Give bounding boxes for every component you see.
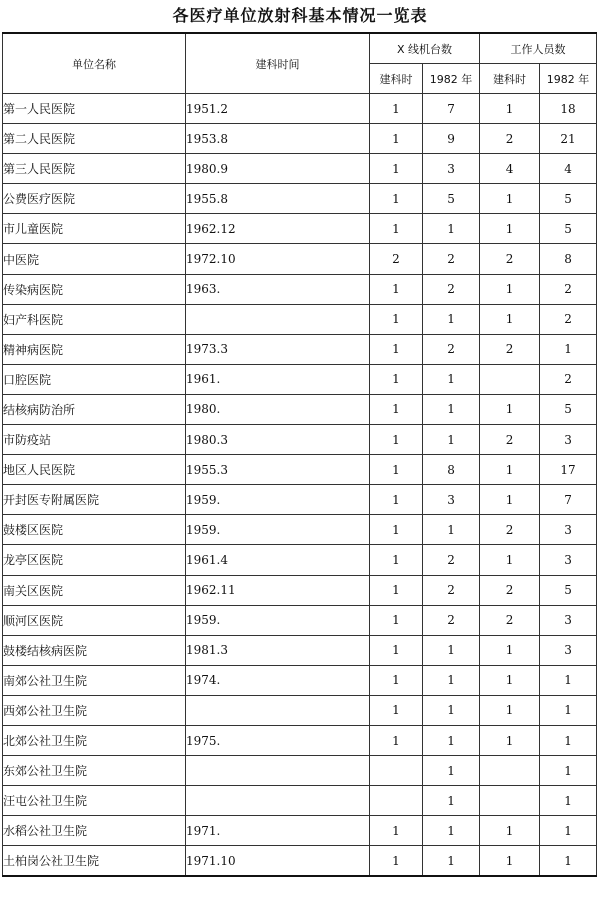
cell-xray-1982: 1 [423,394,480,424]
cell-built-time: 1961.4 [186,545,370,575]
cell-staff-at-build: 1 [480,846,540,877]
cell-xray-at-build: 1 [370,635,423,665]
table-row [3,184,597,214]
cell-unit-name: 顺河区医院 [3,605,186,635]
table-body [3,94,597,877]
cell-xray-at-build: 1 [370,846,423,877]
cell-xray-at-build: 1 [370,695,423,725]
cell-xray-at-build: 1 [370,394,423,424]
cell-unit-name: 公费医疗医院 [3,184,186,214]
cell-built-time: 1961. [186,364,370,394]
cell-xray-1982: 1 [423,665,480,695]
cell-unit-name: 市防疫站 [3,425,186,455]
cell-unit-name: 地区人民医院 [3,455,186,485]
cell-staff-at-build: 4 [480,154,540,184]
cell-xray-1982: 2 [423,605,480,635]
cell-built-time: 1955.8 [186,184,370,214]
cell-xray-at-build: 1 [370,515,423,545]
cell-staff-1982: 1 [540,334,597,364]
cell-xray-at-build: 1 [370,575,423,605]
cell-xray-1982: 2 [423,274,480,304]
cell-built-time: 1974. [186,665,370,695]
cell-staff-at-build: 1 [480,94,540,124]
cell-unit-name: 南关区医院 [3,575,186,605]
cell-built-time [186,304,370,334]
cell-unit-name: 鼓楼结核病医院 [3,635,186,665]
cell-xray-at-build: 2 [370,244,423,274]
table-row [3,756,597,786]
table-row [3,94,597,124]
table-row [3,394,597,424]
cell-xray-1982: 9 [423,124,480,154]
cell-xray-1982: 1 [423,425,480,455]
cell-staff-1982: 8 [540,244,597,274]
cell-staff-1982: 4 [540,154,597,184]
table-row [3,816,597,846]
cell-staff-1982: 18 [540,94,597,124]
cell-xray-at-build: 1 [370,545,423,575]
table-row [3,545,597,575]
cell-xray-1982: 1 [423,304,480,334]
cell-unit-name: 鼓楼区医院 [3,515,186,545]
cell-staff-1982: 5 [540,214,597,244]
cell-staff-at-build: 1 [480,274,540,304]
table-row [3,665,597,695]
cell-staff-1982: 21 [540,124,597,154]
cell-xray-1982: 1 [423,515,480,545]
table-row [3,605,597,635]
cell-built-time: 1980. [186,394,370,424]
cell-staff-at-build: 1 [480,545,540,575]
cell-built-time: 1971. [186,816,370,846]
cell-xray-1982: 3 [423,154,480,184]
cell-unit-name: 第二人民医院 [3,124,186,154]
table-row [3,154,597,184]
cell-built-time [186,695,370,725]
cell-xray-1982: 1 [423,786,480,816]
cell-staff-at-build: 1 [480,455,540,485]
cell-xray-at-build: 1 [370,154,423,184]
table-row [3,485,597,515]
cell-staff-at-build [480,756,540,786]
header-unit-name: 单位名称 [3,33,186,94]
table-row [3,786,597,816]
cell-unit-name: 开封医专附属医院 [3,485,186,515]
cell-unit-name: 东郊公社卫生院 [3,756,186,786]
cell-xray-1982: 1 [423,756,480,786]
cell-unit-name: 妇产科医院 [3,304,186,334]
cell-xray-1982: 1 [423,725,480,755]
cell-built-time: 1953.8 [186,124,370,154]
cell-staff-at-build [480,364,540,394]
cell-built-time: 1955.3 [186,455,370,485]
cell-xray-1982: 1 [423,364,480,394]
table-row [3,274,597,304]
cell-unit-name: 龙亭区医院 [3,545,186,575]
cell-unit-name: 土柏岗公社卫生院 [3,846,186,877]
cell-staff-1982: 2 [540,274,597,304]
cell-xray-at-build: 1 [370,665,423,695]
table-row [3,515,597,545]
cell-staff-at-build: 2 [480,244,540,274]
cell-xray-at-build: 1 [370,124,423,154]
cell-staff-1982: 1 [540,725,597,755]
cell-built-time: 1975. [186,725,370,755]
table-row [3,455,597,485]
header-xray-at-build: 建科时 [370,64,423,94]
cell-xray-at-build: 1 [370,304,423,334]
cell-xray-at-build: 1 [370,425,423,455]
cell-staff-1982: 1 [540,816,597,846]
table-row [3,725,597,755]
header-built-time: 建科时间 [186,33,370,94]
cell-staff-at-build [480,786,540,816]
cell-built-time: 1959. [186,485,370,515]
table-row [3,635,597,665]
table-row [3,304,597,334]
cell-xray-1982: 5 [423,184,480,214]
cell-built-time: 1962.12 [186,214,370,244]
cell-xray-1982: 1 [423,635,480,665]
table-header [3,33,597,94]
table-row [3,846,597,877]
cell-staff-at-build: 1 [480,695,540,725]
table-row [3,364,597,394]
cell-built-time: 1959. [186,515,370,545]
cell-built-time: 1962.11 [186,575,370,605]
cell-xray-at-build: 1 [370,485,423,515]
cell-staff-at-build: 1 [480,184,540,214]
cell-staff-1982: 3 [540,605,597,635]
cell-xray-at-build [370,756,423,786]
cell-built-time: 1971.10 [186,846,370,877]
table-row [3,425,597,455]
cell-staff-1982: 17 [540,455,597,485]
cell-xray-1982: 1 [423,695,480,725]
cell-staff-1982: 1 [540,786,597,816]
cell-xray-1982: 2 [423,334,480,364]
cell-staff-at-build: 1 [480,665,540,695]
cell-unit-name: 水稻公社卫生院 [3,816,186,846]
cell-built-time [186,786,370,816]
cell-staff-at-build: 2 [480,425,540,455]
header-xray-1982: 1982 年 [423,64,480,94]
header-row-top [3,33,597,64]
cell-xray-1982: 2 [423,545,480,575]
cell-staff-at-build: 1 [480,394,540,424]
table-row [3,334,597,364]
cell-built-time: 1973.3 [186,334,370,364]
cell-staff-1982: 5 [540,575,597,605]
table-row [3,124,597,154]
cell-xray-at-build: 1 [370,184,423,214]
cell-built-time: 1951.2 [186,94,370,124]
cell-xray-at-build: 1 [370,364,423,394]
cell-staff-1982: 1 [540,756,597,786]
header-staff-at-build: 建科时 [480,64,540,94]
cell-staff-at-build: 2 [480,515,540,545]
cell-unit-name: 第三人民医院 [3,154,186,184]
cell-built-time: 1981.3 [186,635,370,665]
cell-built-time: 1959. [186,605,370,635]
cell-staff-1982: 5 [540,394,597,424]
table-row [3,695,597,725]
cell-unit-name: 传染病医院 [3,274,186,304]
cell-unit-name: 精神病医院 [3,334,186,364]
cell-staff-1982: 3 [540,425,597,455]
table-row [3,214,597,244]
table-row [3,575,597,605]
cell-xray-at-build: 1 [370,816,423,846]
header-staff-1982: 1982 年 [540,64,597,94]
cell-staff-1982: 3 [540,515,597,545]
cell-xray-at-build: 1 [370,725,423,755]
cell-staff-1982: 1 [540,846,597,877]
cell-staff-at-build: 1 [480,485,540,515]
cell-unit-name: 汪屯公社卫生院 [3,786,186,816]
cell-staff-at-build: 1 [480,635,540,665]
cell-built-time: 1972.10 [186,244,370,274]
cell-staff-at-build: 1 [480,304,540,334]
cell-xray-at-build: 1 [370,274,423,304]
cell-staff-1982: 1 [540,665,597,695]
cell-xray-at-build: 1 [370,214,423,244]
cell-built-time: 1980.3 [186,425,370,455]
cell-xray-at-build: 1 [370,334,423,364]
cell-staff-at-build: 2 [480,124,540,154]
cell-staff-at-build: 1 [480,214,540,244]
document-title: 各医疗单位放射科基本情况一览表 [172,6,428,25]
cell-xray-1982: 1 [423,846,480,877]
cell-xray-1982: 2 [423,575,480,605]
cell-xray-1982: 2 [423,244,480,274]
cell-xray-at-build [370,786,423,816]
cell-xray-1982: 7 [423,94,480,124]
cell-built-time: 1963. [186,274,370,304]
cell-built-time [186,756,370,786]
cell-staff-1982: 2 [540,304,597,334]
cell-unit-name: 西郊公社卫生院 [3,695,186,725]
cell-staff-at-build: 1 [480,816,540,846]
cell-unit-name: 北郊公社卫生院 [3,725,186,755]
cell-xray-at-build: 1 [370,94,423,124]
cell-unit-name: 南郊公社卫生院 [3,665,186,695]
cell-staff-1982: 5 [540,184,597,214]
cell-xray-at-build: 1 [370,605,423,635]
cell-staff-1982: 2 [540,364,597,394]
cell-built-time: 1980.9 [186,154,370,184]
cell-staff-at-build: 2 [480,334,540,364]
cell-staff-1982: 3 [540,635,597,665]
cell-staff-at-build: 2 [480,575,540,605]
cell-staff-1982: 1 [540,695,597,725]
cell-unit-name: 市儿童医院 [3,214,186,244]
cell-staff-at-build: 1 [480,725,540,755]
cell-staff-1982: 7 [540,485,597,515]
cell-unit-name: 第一人民医院 [3,94,186,124]
cell-staff-1982: 3 [540,545,597,575]
radiology-table [2,32,597,877]
cell-xray-1982: 1 [423,816,480,846]
cell-unit-name: 中医院 [3,244,186,274]
cell-xray-1982: 1 [423,214,480,244]
table-row [3,244,597,274]
cell-xray-1982: 8 [423,455,480,485]
cell-unit-name: 口腔医院 [3,364,186,394]
cell-staff-at-build: 2 [480,605,540,635]
cell-xray-at-build: 1 [370,455,423,485]
header-xray-count: X 线机台数 [370,33,480,64]
header-staff-count: 工作人员数 [480,33,597,64]
cell-xray-1982: 3 [423,485,480,515]
cell-unit-name: 结核病防治所 [3,394,186,424]
